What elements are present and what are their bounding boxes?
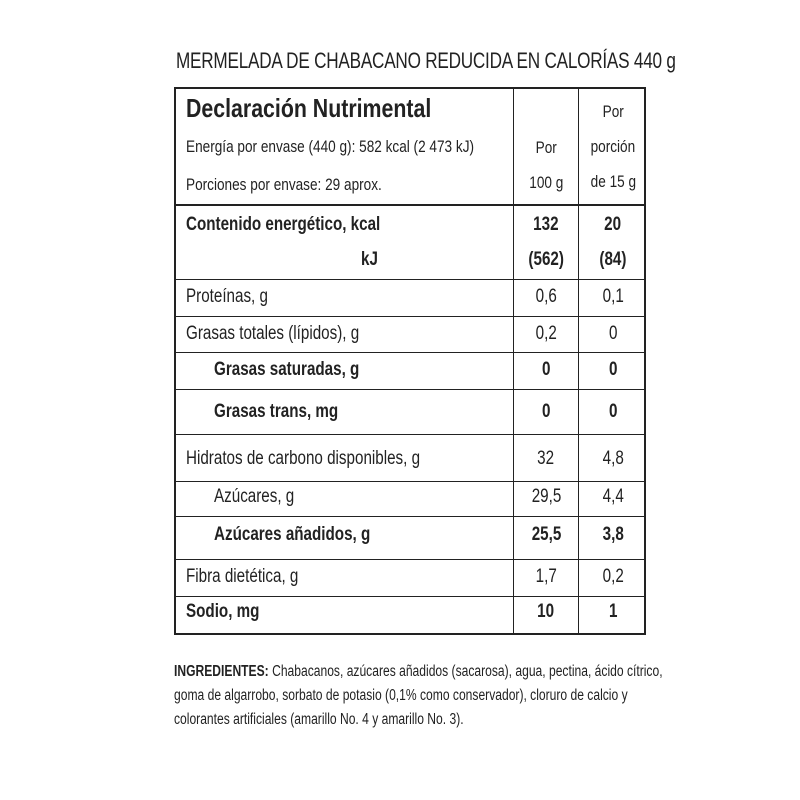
col-per-100g-header xyxy=(515,137,577,194)
col-header-line: Por xyxy=(535,138,557,157)
value-text: 4,8 xyxy=(602,448,624,469)
col-header-line: Por xyxy=(602,102,624,121)
value-portion-kcal xyxy=(580,214,646,236)
value-text: 1 xyxy=(608,601,618,622)
value-100g-sodium xyxy=(515,601,577,623)
nutrition-facts-table xyxy=(174,87,646,635)
value-text: 0 xyxy=(608,401,618,422)
row-label-fiber xyxy=(186,566,326,588)
value-text: 0 xyxy=(541,401,551,422)
value-100g-fiber xyxy=(515,566,577,588)
value-text: 0,6 xyxy=(535,286,557,307)
value-text: 0,2 xyxy=(602,566,624,587)
value-text: 25,5 xyxy=(531,524,561,545)
row-divider xyxy=(176,316,644,317)
row-label-trans-fat xyxy=(214,401,369,423)
ingredients-line: colorantes artificiales (amarillo No. 4 y amarillo No. 3). xyxy=(174,711,464,728)
value-100g-carbohydrates xyxy=(515,448,577,470)
value-text: 4,4 xyxy=(602,486,624,507)
row-divider xyxy=(176,389,644,390)
column-divider xyxy=(578,89,579,633)
row-divider xyxy=(176,559,644,560)
value-portion-carbohydrates xyxy=(580,448,646,470)
value-text: 132 xyxy=(533,214,559,235)
value-100g-kj xyxy=(515,249,577,271)
value-text: 0 xyxy=(608,323,618,344)
value-text: 3,8 xyxy=(602,524,624,545)
value-100g-total-fat xyxy=(515,323,577,345)
energy-per-package xyxy=(186,137,546,157)
value-100g-saturated-fat xyxy=(515,359,577,381)
ingredients-section xyxy=(174,660,663,732)
row-divider xyxy=(176,481,644,482)
value-100g-sugars xyxy=(515,486,577,508)
value-text: (562) xyxy=(528,249,564,270)
col-header-line: porción xyxy=(590,137,636,156)
row-divider xyxy=(176,434,644,435)
row-label-text: Contenido energético, kcal xyxy=(186,214,381,235)
value-text: 32 xyxy=(537,448,555,469)
value-text: 20 xyxy=(604,214,622,235)
product-title: MERMELADA DE CHABACANO REDUCIDA EN CALORÍAS 440 g xyxy=(176,48,676,73)
servings-per-package-text: Porciones por envase: 29 aprox. xyxy=(186,175,382,194)
row-label-text: Azúcares, g xyxy=(214,486,295,507)
value-text: 0 xyxy=(608,359,618,380)
row-label-text: Hidratos de carbono disponibles, g xyxy=(186,448,421,469)
value-text: 0 xyxy=(541,359,551,380)
row-label-text: Grasas saturadas, g xyxy=(214,359,360,380)
value-portion-total-fat xyxy=(580,323,646,345)
value-text: 0,2 xyxy=(535,323,557,344)
col-header-line: 100 g xyxy=(528,173,564,192)
value-text: 29,5 xyxy=(531,486,561,507)
row-label-text: Grasas trans, mg xyxy=(214,401,339,422)
value-portion-fiber xyxy=(580,566,646,588)
column-divider xyxy=(513,89,514,633)
ingredients-line: goma de algarrobo, sorbato de potasio (0,1% como conservador), cloruro de calcio y xyxy=(174,687,628,704)
row-divider xyxy=(176,596,644,597)
value-text: 0,1 xyxy=(602,286,624,307)
row-label-text: Fibra dietética, g xyxy=(186,566,299,587)
row-label-energy-kcal xyxy=(186,214,429,236)
value-portion-kj xyxy=(580,249,646,271)
value-portion-proteins xyxy=(580,286,646,308)
value-text: 10 xyxy=(537,601,555,622)
ingredients-heading: INGREDIENTES: xyxy=(174,663,269,680)
row-label-added-sugars xyxy=(214,524,409,546)
col-per-portion-header xyxy=(580,101,646,193)
value-100g-kcal xyxy=(515,214,577,236)
value-text: (84) xyxy=(599,249,627,270)
row-label-text: Proteínas, g xyxy=(186,286,268,307)
value-portion-sodium xyxy=(580,601,646,623)
row-label-sodium xyxy=(186,601,278,623)
value-portion-added-sugars xyxy=(580,524,646,546)
energy-per-package-text: Energía por envase (440 g): 582 kcal (2 473 kJ) xyxy=(186,137,475,156)
heading-text: Declaración Nutrimental xyxy=(186,93,432,123)
row-label-energy-kj xyxy=(361,249,382,271)
row-label-carbohydrates xyxy=(186,448,479,470)
value-100g-trans-fat xyxy=(515,401,577,423)
row-label-text: Grasas totales (lípidos), g xyxy=(186,323,360,344)
table-heading xyxy=(186,93,485,124)
value-portion-sugars xyxy=(580,486,646,508)
row-label-sugars xyxy=(214,486,314,508)
row-label-saturated-fat xyxy=(214,359,396,381)
row-label-text: Sodio, mg xyxy=(186,601,260,622)
header-divider xyxy=(176,204,644,206)
value-portion-trans-fat xyxy=(580,401,646,423)
row-divider xyxy=(176,516,644,517)
row-label-text: Azúcares añadidos, g xyxy=(214,524,371,545)
value-text: 1,7 xyxy=(535,566,557,587)
row-label-proteins xyxy=(186,286,288,308)
value-100g-added-sugars xyxy=(515,524,577,546)
row-divider xyxy=(176,352,644,353)
row-label-text: kJ xyxy=(361,249,378,270)
row-divider xyxy=(176,279,644,280)
col-header-line: de 15 g xyxy=(590,172,636,191)
servings-per-package xyxy=(186,175,431,195)
value-portion-saturated-fat xyxy=(580,359,646,381)
value-100g-proteins xyxy=(515,286,577,308)
row-label-total-fat xyxy=(186,323,402,345)
ingredients-text: Chabacanos, azúcares añadidos (sacarosa), agua, pectina, ácido cítrico, xyxy=(272,663,663,680)
ingredients-line xyxy=(174,660,663,684)
